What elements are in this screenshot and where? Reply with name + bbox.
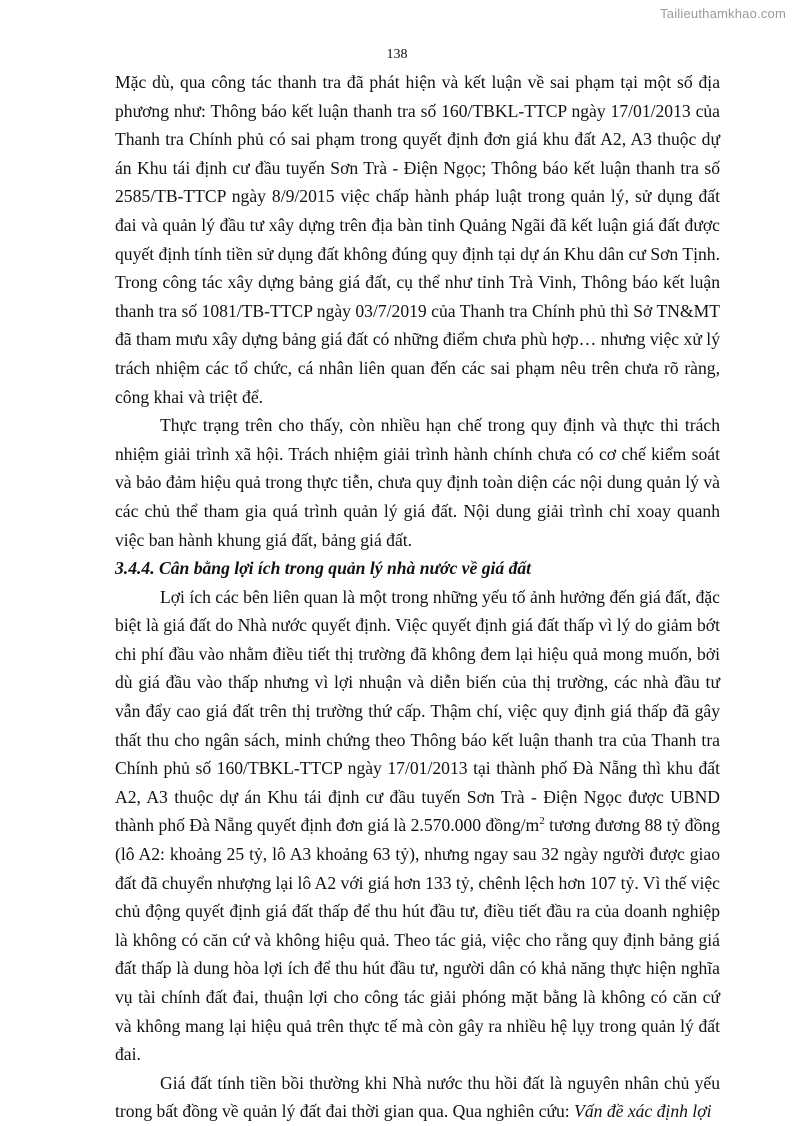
superscript-2: 2	[539, 815, 545, 828]
watermark: Tailieuthamkhao.com	[660, 6, 786, 21]
paragraph-3-text-b: tương đương 88 tỷ đồng (lô A2: khoảng 25 tỷ, lô A3 khoảng 63 tỷ), nhưng ngay sau 32 ngày người được giao đất đã chuyển nhượng lại lô A2 với giá hơn 133 tỷ, chênh lệch hơn 107 tỷ. Vì thế việc chủ động quyết định giá đất thấp để thu hút đầu tư, điều tiết đầu ra của doanh nghiệp là không có căn cứ và không hiệu quả. Theo tác giả, việc cho rằng quy định bảng giá đất thấp là dung hòa lợi ích để thu hút đầu tư, người dân có khả năng thực hiện nghĩa vụ tài chính đất đai, thuận lợi cho công tác giải phóng mặt bằng là không có căn cứ và không mang lại hiệu quả trên thực tế mà còn gây ra nhiều hệ lụy trong quản lý đất đai.	[115, 815, 720, 1065]
paragraph-4-text: Giá đất tính tiền bồi thường khi Nhà nước thu hồi đất là nguyên nhân chủ yếu trong bất đồng về quản lý đất đai thời gian qua. Qua nghiên cứu:	[115, 1072, 720, 1122]
paragraph-3-text-a: Lợi ích các bên liên quan là một trong những yếu tố ảnh hưởng đến giá đất, đặc biệt là giá đất do Nhà nước quyết định. Việc quyết định giá đất thấp vì lý do giảm bớt chi phí đầu vào nhằm điều tiết thị trường đã không đem lại hiệu quả mong muốn, bởi dù giá đầu vào thấp nhưng vì lợi nhuận và diễn biến của thị trường, các nhà đầu tư vẫn đẩy cao giá đất trên thị trường thứ cấp. Thậm chí, việc quy định giá thấp đã gây thất thu cho ngân sách, minh chứng theo Thông báo kết luận thanh tra của Thanh tra Chính phủ số 160/TBKL-TTCP ngày 17/01/2013 tại thành phố Đà Nẵng thì khu đất A2, A3 thuộc dự án Khu tái định cư đầu tuyến Sơn Trà - Điện Ngọc được UBND thành phố Đà Nẵng quyết định đơn giá là 2.570.000 đồng/m	[115, 586, 720, 836]
paragraph-3	[115, 583, 720, 1069]
section-heading: 3.4.4. Cân bằng lợi ích trong quản lý nhà nước về giá đất	[115, 558, 532, 579]
paragraph-1: Mặc dù, qua công tác thanh tra đã phát hiện và kết luận về sai phạm tại một số địa phương như: Thông báo kết luận thanh tra số 160/TBKL-TTCP ngày 17/01/2013 của Thanh tra Chính phủ có sai phạm trong quyết định đơn giá khu đất A2, A3 thuộc dự án Khu tái định cư đầu tuyến Sơn Trà - Điện Ngọc; Thông báo kết luận thanh tra số 2585/TB-TTCP ngày 8/9/2015 việc chấp hành pháp luật trong quản lý, sử dụng đất đai và quản lý đầu tư xây dựng trên địa bàn tỉnh Quảng Ngãi đã kết luận giá đất được quyết định tính tiền sử dụng đất không đúng quy định tại dự án Khu dân cư Sơn Tịnh. Trong công tác xây dựng bảng giá đất, cụ thể như tỉnh Trà Vinh, Thông báo kết luận thanh tra số 1081/TB-TTCP ngày 03/7/2019 của Thanh tra Chính phủ thì Sở TN&MT đã tham mưu xây dựng bảng giá đất có những điểm chưa phù hợp… nhưng việc xử lý trách nhiệm các tổ chức, cá nhân liên quan đến các sai phạm nêu trên chưa rõ ràng, công khai và triệt để.	[115, 72, 720, 407]
paragraph-4-italic: Vấn đề xác định lợi	[574, 1101, 712, 1122]
document-body	[115, 68, 720, 1126]
paragraph-4	[115, 1069, 720, 1126]
paragraph-2: Thực trạng trên cho thấy, còn nhiều hạn chế trong quy định và thực thi trách nhiệm giải trình xã hội. Trách nhiệm giải trình hành chính chưa có cơ chế kiểm soát và bảo đảm hiệu quả trong thực tiễn, chưa quy định toàn diện các nội dung quản lý và các chủ thể tham gia quá trình quản lý giá đất. Nội dung giải trình chỉ xoay quanh việc ban hành khung giá đất, bảng giá đất.	[115, 415, 720, 550]
page-number: 138	[386, 47, 408, 62]
